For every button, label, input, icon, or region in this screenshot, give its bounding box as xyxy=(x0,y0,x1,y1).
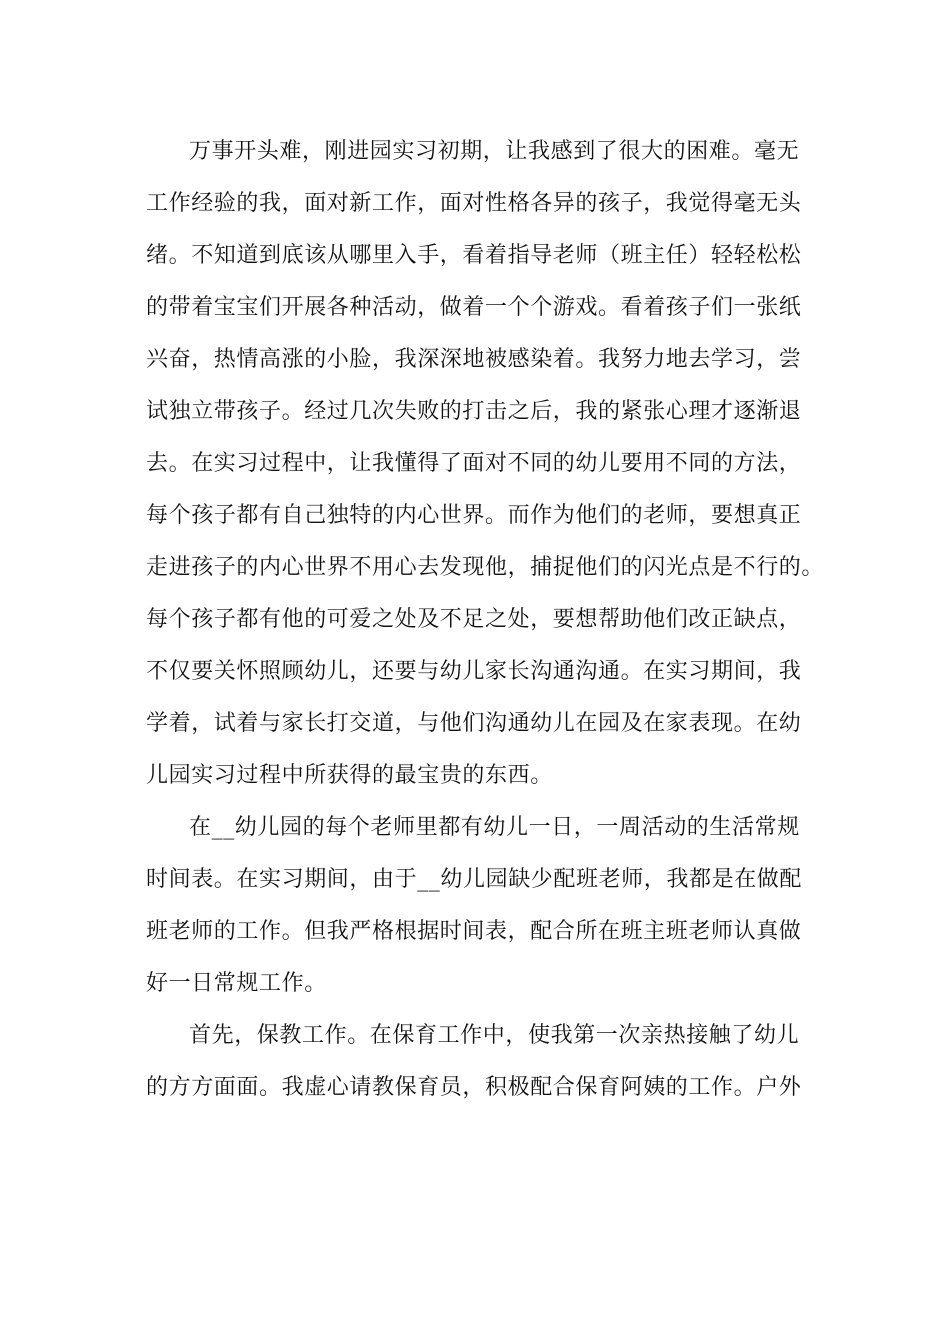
paragraph-1-line-5: 兴奋，热情高涨的小脸，我深深地被感染着。我努力地去学习，尝 xyxy=(146,347,802,372)
paragraph-1-line-7: 去。在实习过程中，让我懂得了面对不同的幼儿要用不同的方法， xyxy=(146,451,802,476)
paragraph-3-line-1: 首先，保教工作。在保育工作中，使我第一次亲热接触了幼儿 xyxy=(189,1023,800,1048)
paragraph-1-line-6: 试独立带孩子。经过几次失败的打击之后，我的紧张心理才逐渐退 xyxy=(146,399,802,424)
paragraph-1-line-13: 儿园实习过程中所获得的最宝贵的东西。 xyxy=(146,763,553,788)
paragraph-1-line-4: 的带着宝宝们开展各种活动，做着一个个游戏。看着孩子们一张纸 xyxy=(146,295,802,320)
paragraph-1-line-10: 每个孩子都有他的可爱之处及不足之处，要想帮助他们改正缺点， xyxy=(146,607,802,632)
paragraph-2-line-2: 时间表。在实习期间，由于__幼儿园缺少配班老师，我都是在做配 xyxy=(146,867,803,892)
paragraph-1-line-12: 学着，试着与家长打交道，与他们沟通幼儿在园及在家表现。在幼 xyxy=(146,711,802,736)
paragraph-1-line-3: 绪。不知道到底该从哪里入手，看着指导老师（班主任）轻轻松松 xyxy=(146,243,802,268)
paragraph-2-line-4: 好一日常规工作。 xyxy=(146,971,327,996)
paragraph-1-line-2: 工作经验的我，面对新工作，面对性格各异的孩子，我觉得毫无头 xyxy=(146,191,802,216)
paragraph-1-line-11: 不仅要关怀照顾幼儿，还要与幼儿家长沟通沟通。在实习期间，我 xyxy=(146,659,802,684)
paragraph-3-line-2: 的方方面面。我虚心请教保育员，积极配合保育阿姨的工作。户外 xyxy=(146,1075,802,1100)
paragraph-2-line-1: 在__幼儿园的每个老师里都有幼儿一日，一周活动的生活常规 xyxy=(189,815,800,840)
paragraph-1-line-8: 每个孩子都有自己独特的内心世界。而作为他们的老师，要想真正 xyxy=(146,503,802,528)
paragraph-2-line-3: 班老师的工作。但我严格根据时间表，配合所在班主班老师认真做 xyxy=(146,919,802,944)
paragraph-1-line-9: 走进孩子的内心世界不用心去发现他，捕捉他们的闪光点是不行的。 xyxy=(146,555,825,580)
paragraph-1-line-1: 万事开头难，刚进园实习初期，让我感到了很大的困难。毫无 xyxy=(189,139,800,164)
